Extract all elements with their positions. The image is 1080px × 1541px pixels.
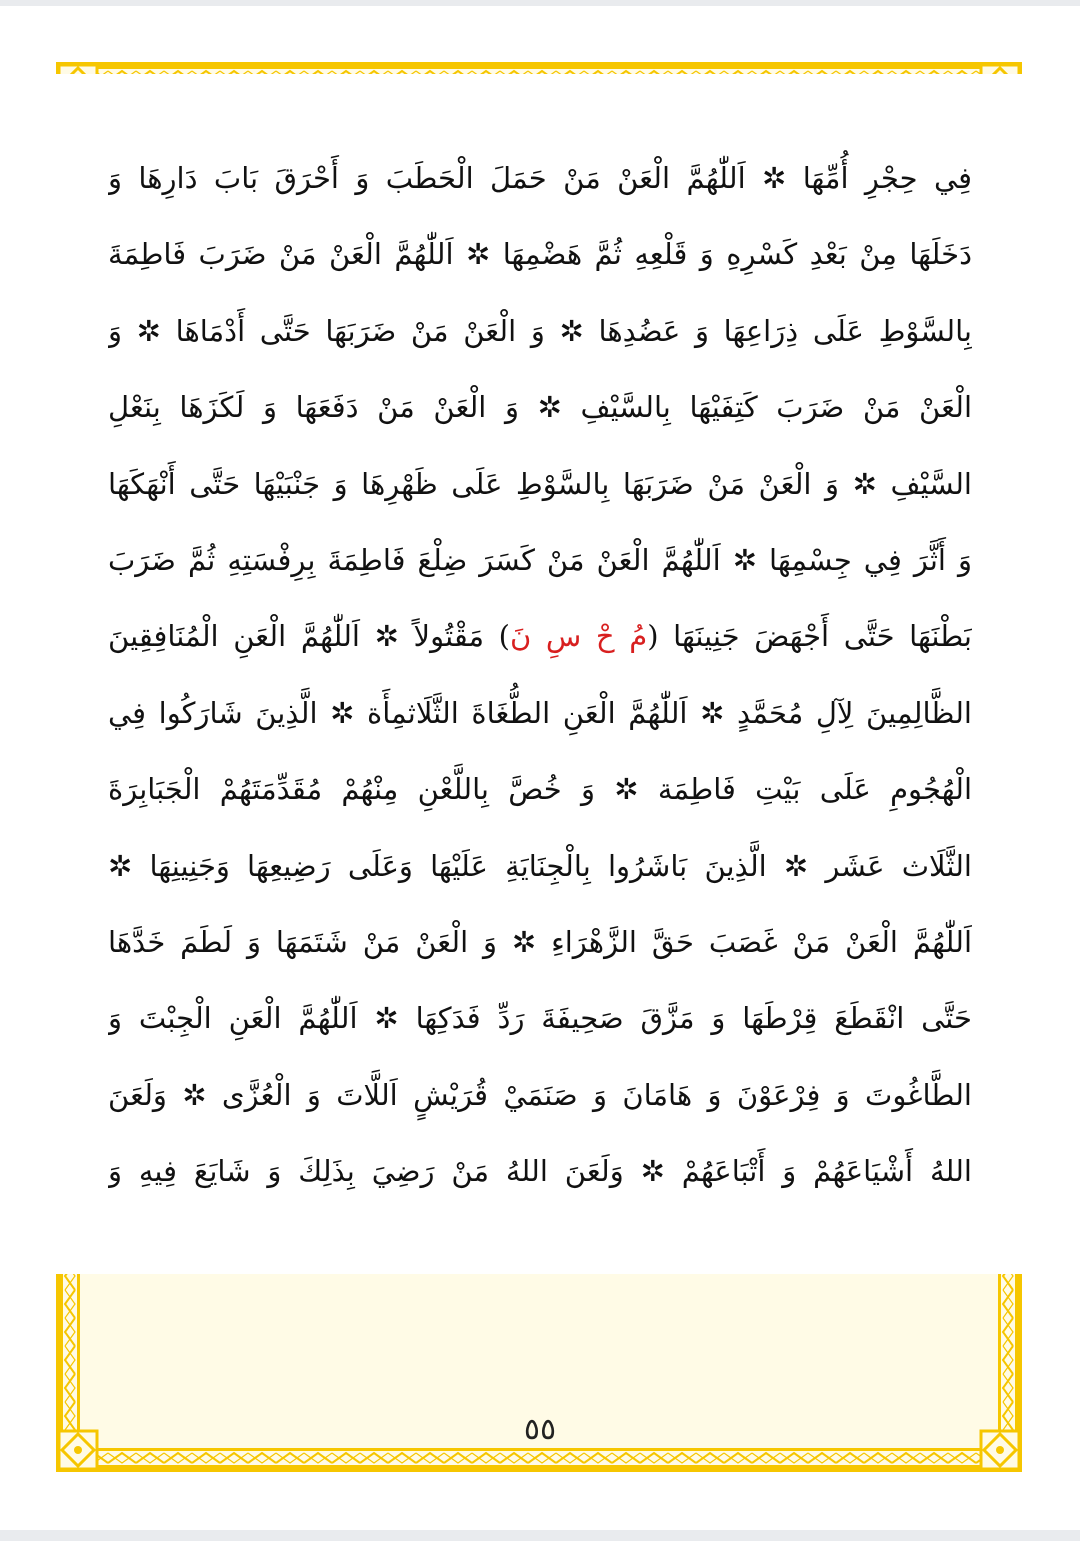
line-segment: الطَّاغُوتَ وَ فِرْعَوْنَ وَ هَامَانَ وَ صَنَمَيْ قُرَيْشٍ اَللَّاتَ وَ الْعُزَّى ✲ وَلَعَنَ [108,1077,972,1112]
text-line [108,1057,972,1133]
text-line [108,904,972,980]
text-line [108,598,972,674]
text-line [108,216,972,292]
line-segment: الْهُجُومِ عَلَى بَيْتِ فَاطِمَة ✲ وَ خُصَّ بِاللَّعْنِ مِنْهُمْ مُقَدِّمَتَهُمْ الْجَبَابِرَةَ [108,772,972,807]
line-segment: حَتَّى انْقَطَعَ قِرْطَهَا وَ مَزَّقَ صَحِيفَةَ رَدِّ فَدَكِهَا ✲ اَللّٰهُمَّ الْعَنِ الْجِبْتَ وَ [108,1001,972,1036]
line-segment: دَخَلَهَا مِنْ بَعْدِ كَسْرِهِ وَ قَلْعِهِ ثُمَّ هَضْمِهَا ✲ اَللّٰهُمَّ الْعَنْ مَنْ ضَرَبَ فَاطِمَةَ [108,237,972,272]
text-line [108,751,972,827]
highlighted-name: مُ حْ سِ نَ [509,619,648,654]
text-line [108,1133,972,1209]
line-segment: ) مَقْتُولاً ✲ اَللّٰهُمَّ الْعَنِ الْمُنَافِقِينَ [108,619,510,654]
line-segment: الثَّلَاث عَشَر ✲ الَّذِينَ بَاشَرُوا بِالْجِنَايَةِ عَلَيْهَا وَعَلَى رَضِيعِهَا وَجَنِينِهَا ✲ [108,848,972,883]
line-segment: بِالسَّوْطِ عَلَى ذِرَاعِهَا وَ عَضُدِهَا ✲ وَ الْعَنْ مَنْ ضَرَبَهَا حَتَّى أَدْمَاهَا ✲ وَ [108,313,972,348]
line-segment: بَطْنَهَا حَتَّى أَجْهَضَ جَنِينَهَا ( [647,619,972,654]
text-line [108,140,972,216]
text-line [108,446,972,522]
text-line [108,369,972,445]
frame-band-bottom [80,1451,998,1465]
prayer-text [108,140,972,1209]
line-segment: الظَّالِمِينَ لِآلِ مُحَمَّدٍ ✲ اَللّٰهُمَّ الْعَنِ الطُّغَاةَ الثَّلَاثمِأَة ✲ الَّذِينَ شَارَكُوا فِي [108,695,972,730]
page [0,6,1080,1530]
line-segment: وَ أَثَّرَ فِي جِسْمِهَا ✲ اَللّٰهُمَّ الْعَنْ مَنْ كَسَرَ ضِلْعَ فَاطِمَةَ بِرِفْسَتِهِ ثُمَّ ضَرَبَ [108,542,972,577]
line-segment: اَللّٰهُمَّ الْعَنْ مَنْ غَصَبَ حَقَّ الزَّهْرَاءِ ✲ وَ الْعَنْ مَنْ شَتَمَهَا وَ لَطَمَ خَدَّهَا [108,924,972,959]
text-line [108,828,972,904]
line-segment: الْعَنْ مَنْ ضَرَبَ كَتِفَيْهَا بِالسَّيْفِ ✲ وَ الْعَنْ مَنْ دَفَعَهَا وَ لَكَزَهَا بِنَعْلِ [108,390,972,425]
line-segment: فِي حِجْرِ أُمِّهَا ✲ اَللّٰهُمَّ الْعَنْ مَنْ حَمَلَ الْحَطَبَ وَ أَحْرَقَ بَابَ دَارِهَا وَ [108,161,972,195]
line-segment: اللهُ أَشْيَاعَهُمْ وَ أَتْبَاعَهُمْ ✲ وَلَعَنَ اللهُ مَنْ رَضِيَ بِذَلِكَ وَ شَايَعَ فِيهِ وَ [108,1154,972,1189]
text-line [108,293,972,369]
text-line [108,675,972,751]
line-segment: السَّيْفِ ✲ وَ الْعَنْ مَنْ ضَرَبَهَا بِالسَّوْطِ عَلَى ظَهْرِهَا وَ جَنْبَيْهَا حَتَّى أَنْهَكَهَا [108,466,972,501]
text-line [108,522,972,598]
text-line [108,980,972,1056]
page-number: ٥٥ [523,1412,557,1447]
frame-pattern-bottom [80,1451,998,1465]
